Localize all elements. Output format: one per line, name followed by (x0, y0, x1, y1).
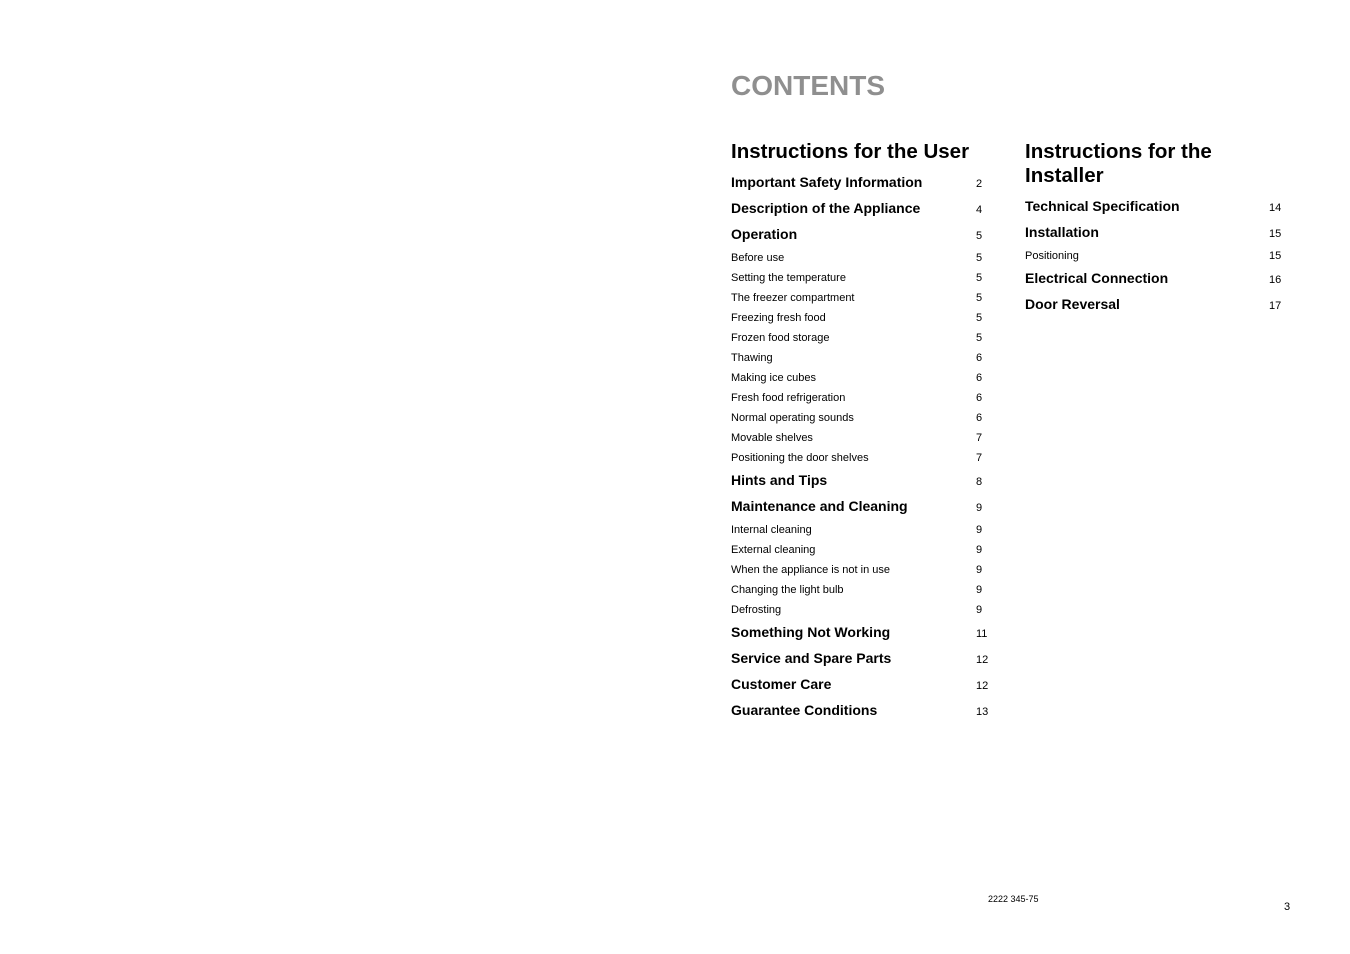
page-title: CONTENTS (731, 70, 885, 101)
toc-entry-page: 9 (976, 524, 983, 536)
toc-entry-label: Fresh food refrigeration (731, 392, 846, 404)
toc-entry-label: Positioning (1025, 250, 1079, 262)
toc-entry-page: 15 (1269, 250, 1282, 262)
document-number: 2222 345-75 (988, 894, 1039, 904)
toc-entry-page: 5 (976, 252, 983, 264)
toc-entry-page: 8 (976, 476, 983, 488)
toc-entry-page: 7 (976, 452, 983, 464)
toc-entry-page: 9 (976, 544, 983, 556)
toc-section-entry (731, 698, 989, 724)
toc-entry-page: 12 (976, 680, 989, 692)
toc-entry-label: Before use (731, 252, 785, 264)
toc-subsection-entry (731, 308, 989, 328)
toc-entry-page: 9 (976, 604, 983, 616)
toc-entry-label: Internal cleaning (731, 524, 812, 536)
toc-entry-page: 9 (976, 564, 983, 576)
toc-entry-label: The freezer compartment (731, 292, 855, 304)
toc-entry-label: Positioning the door shelves (731, 452, 869, 464)
toc-section-entry (1025, 292, 1283, 318)
toc-section-entry (731, 196, 989, 222)
toc-subsection-entry (731, 288, 989, 308)
toc-entry-label: Operation (731, 226, 798, 242)
toc-section-entry (731, 170, 989, 196)
toc-entry-label: Freezing fresh food (731, 312, 826, 324)
toc-entry-page: 7 (976, 432, 983, 444)
toc-entry-page: 2 (976, 178, 983, 190)
toc-section-entry (1025, 194, 1283, 220)
toc-entry-label: Important Safety Information (731, 174, 923, 190)
toc-entry-page: 6 (976, 372, 983, 384)
toc-entry-label: External cleaning (731, 544, 816, 556)
toc-entry-page: 9 (976, 584, 983, 596)
page-number: 3 (1284, 901, 1291, 913)
toc-entry-label: Description of the Appliance (731, 200, 921, 216)
toc-entry-page: 17 (1269, 300, 1282, 312)
toc-subsection-entry (731, 448, 989, 468)
toc-subsection-entry (731, 540, 989, 560)
toc-subsection-entry (1025, 246, 1283, 266)
toc-entry-page: 4 (976, 204, 983, 216)
toc-section-entry (731, 468, 989, 494)
toc-entry-label: Thawing (731, 352, 773, 364)
installer-toc-list (1025, 194, 1283, 318)
toc-entry-label: Service and Spare Parts (731, 650, 892, 666)
toc-entry-label: Technical Specification (1025, 198, 1180, 214)
toc-subsection-entry (731, 268, 989, 288)
toc-entry-page: 13 (976, 706, 989, 718)
installer-instructions-heading: Instructions for the Installer (1025, 140, 1212, 187)
toc-entry-page: 6 (976, 412, 983, 424)
toc-entry-page: 6 (976, 352, 983, 364)
toc-subsection-entry (731, 348, 989, 368)
toc-subsection-entry (731, 368, 989, 388)
installer-instructions-column (1025, 140, 1283, 318)
toc-entry-label: Electrical Connection (1025, 270, 1169, 286)
toc-entry-label: When the appliance is not in use (731, 564, 890, 576)
toc-entry-label: Making ice cubes (731, 372, 816, 384)
toc-entry-label: Frozen food storage (731, 332, 830, 344)
toc-entry-label: Setting the temperature (731, 272, 846, 284)
toc-entry-label: Normal operating sounds (731, 412, 854, 424)
user-instructions-column (731, 140, 989, 724)
toc-entry-label: Movable shelves (731, 432, 813, 444)
toc-entry-page: 5 (976, 332, 983, 344)
toc-entry-label: Changing the light bulb (731, 584, 844, 596)
toc-entry-page: 11 (976, 628, 988, 640)
toc-subsection-entry (731, 388, 989, 408)
toc-subsection-entry (731, 520, 989, 540)
toc-entry-page: 9 (976, 502, 983, 514)
toc-subsection-entry (731, 248, 989, 268)
toc-entry-label: Maintenance and Cleaning (731, 498, 908, 514)
toc-subsection-entry (731, 408, 989, 428)
toc-entry-page: 12 (976, 654, 989, 666)
toc-entry-page: 5 (976, 312, 983, 324)
toc-subsection-entry (731, 428, 989, 448)
toc-entry-label: Something Not Working (731, 624, 891, 640)
toc-section-entry (1025, 220, 1283, 246)
toc-section-entry (731, 620, 989, 646)
toc-entry-page: 5 (976, 230, 983, 242)
toc-entry-page: 5 (976, 272, 983, 284)
toc-entry-page: 16 (1269, 274, 1282, 286)
toc-entry-label: Installation (1025, 224, 1099, 240)
toc-section-entry (731, 222, 989, 248)
toc-entry-page: 14 (1269, 202, 1282, 214)
user-instructions-heading: Instructions for the User (731, 140, 970, 163)
user-toc-list (731, 170, 989, 724)
toc-subsection-entry (731, 600, 989, 620)
toc-entry-label: Defrosting (731, 604, 782, 616)
toc-section-entry (731, 646, 989, 672)
toc-subsection-entry (731, 580, 989, 600)
toc-entry-page: 15 (1269, 228, 1282, 240)
toc-entry-page: 6 (976, 392, 983, 404)
toc-entry-page: 5 (976, 292, 983, 304)
toc-section-entry (1025, 266, 1283, 292)
toc-entry-label: Door Reversal (1025, 296, 1120, 312)
toc-entry-label: Customer Care (731, 676, 832, 692)
toc-entry-label: Guarantee Conditions (731, 702, 878, 718)
toc-section-entry (731, 494, 989, 520)
toc-entry-label: Hints and Tips (731, 472, 828, 488)
toc-subsection-entry (731, 560, 989, 580)
toc-subsection-entry (731, 328, 989, 348)
toc-section-entry (731, 672, 989, 698)
